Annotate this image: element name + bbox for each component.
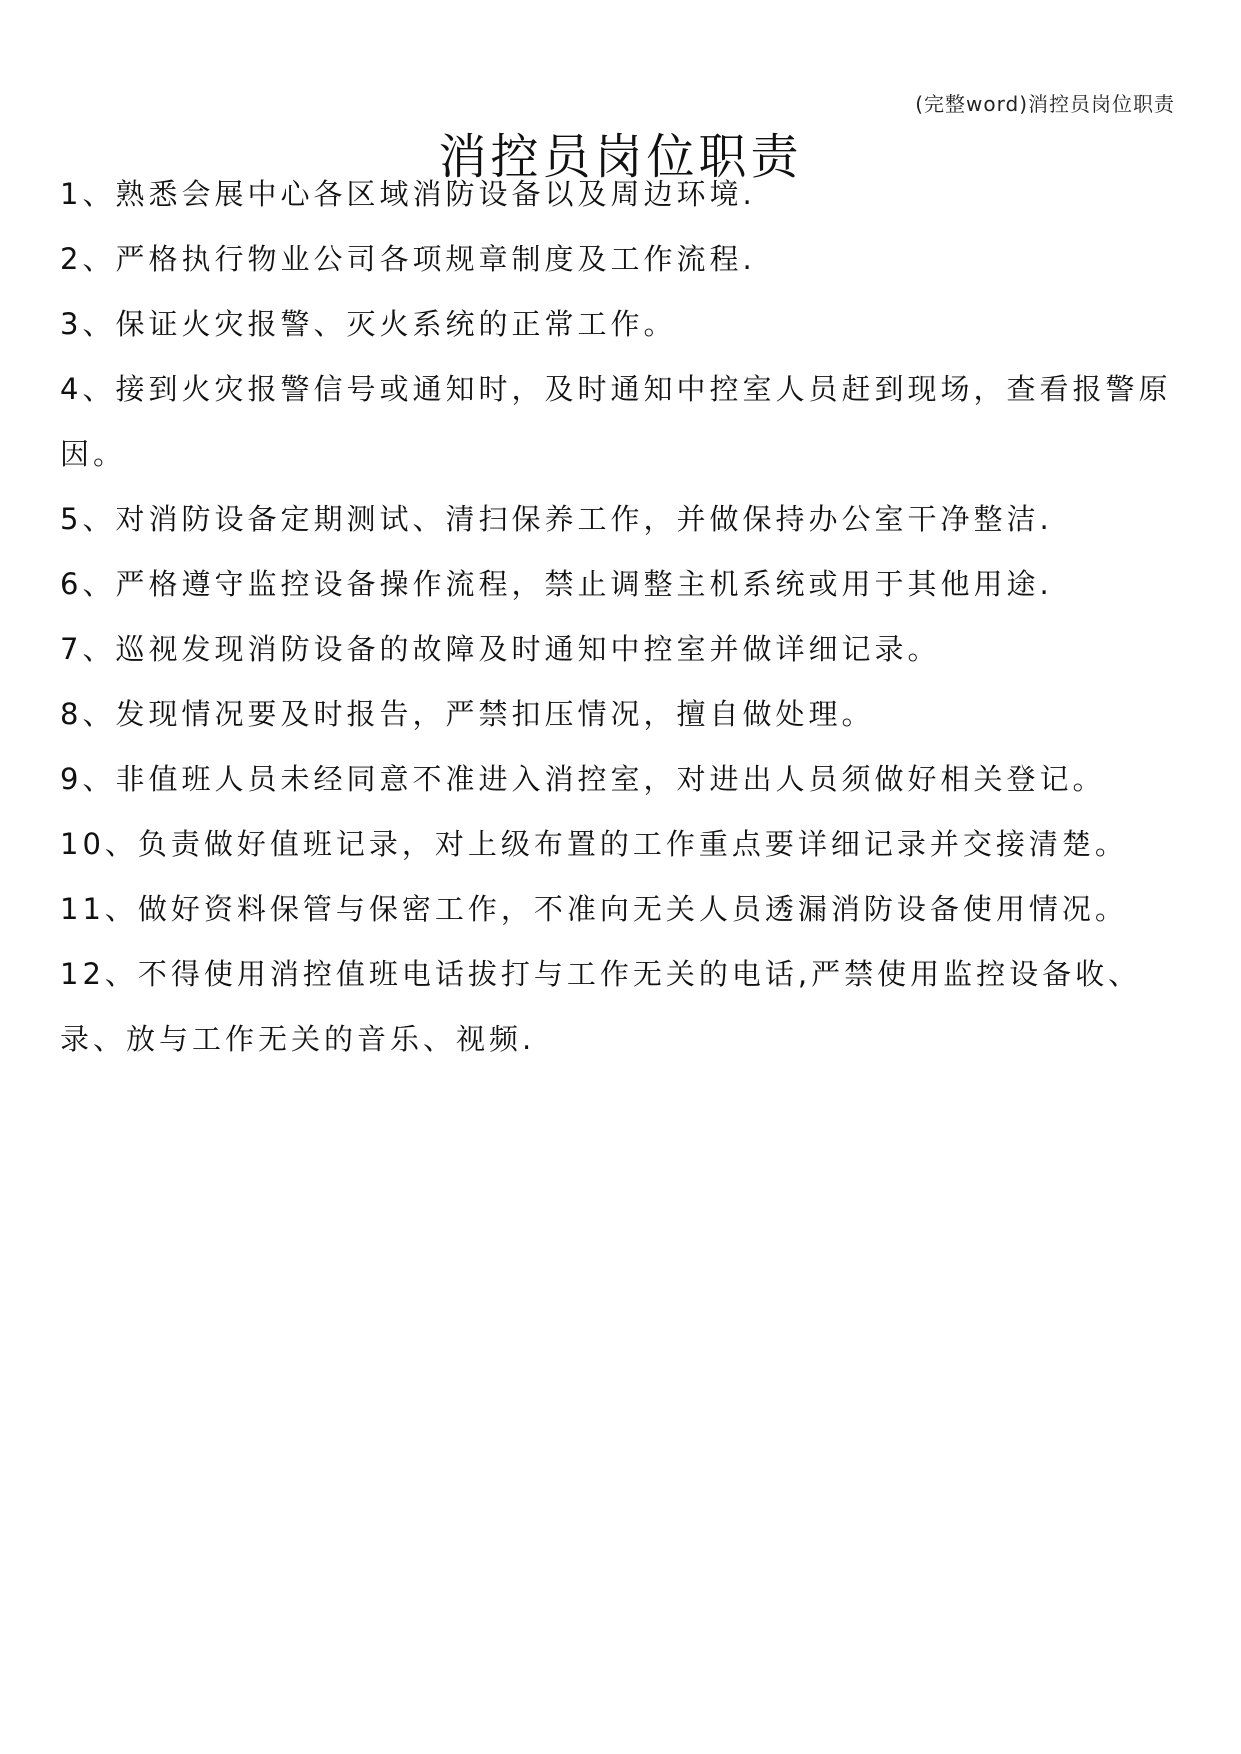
duty-item-10: 10、负责做好值班记录，对上级布置的工作重点要详细记录并交接清楚。 (60, 827, 1128, 861)
duty-item-7: 7、巡视发现消防设备的故障及时通知中控室并做详细记录。 (60, 632, 941, 666)
duty-item-4: 4、接到火灾报警信号或通知时，及时通知中控室人员赶到现场，查看报警原因。 (60, 372, 1172, 471)
running-header: (完整word)消控员岗位职责 (915, 92, 1175, 116)
duty-item-6: 6、严格遵守监控设备操作流程，禁止调整主机系统或用于其他用途. (60, 567, 1053, 601)
duty-list (60, 162, 1190, 1072)
duty-item-11: 11、做好资料保管与保密工作，不准向无关人员透漏消防设备使用情况。 (60, 892, 1128, 926)
duty-item-2: 2、严格执行物业公司各项规章制度及工作流程. (60, 242, 756, 276)
duty-item-12: 12、不得使用消控值班电话拔打与工作无关的电话,严禁使用监控设备收、录、放与工作无关的音乐、视频. (60, 957, 1142, 1056)
duty-item-9: 9、非值班人员未经同意不准进入消控室，对进出人员须做好相关登记。 (60, 762, 1106, 796)
duty-item-3: 3、保证火灾报警、灭火系统的正常工作。 (60, 307, 677, 341)
page-title: 消控员岗位职责 (438, 129, 803, 185)
duty-item-1: 1、熟悉会展中心各区域消防设备以及周边环境. (60, 177, 756, 211)
duty-item-8: 8、发现情况要及时报告，严禁扣压情况，擅自做处理。 (60, 697, 875, 731)
duty-item-5: 5、对消防设备定期测试、清扫保养工作，并做保持办公室干净整洁. (60, 502, 1053, 536)
